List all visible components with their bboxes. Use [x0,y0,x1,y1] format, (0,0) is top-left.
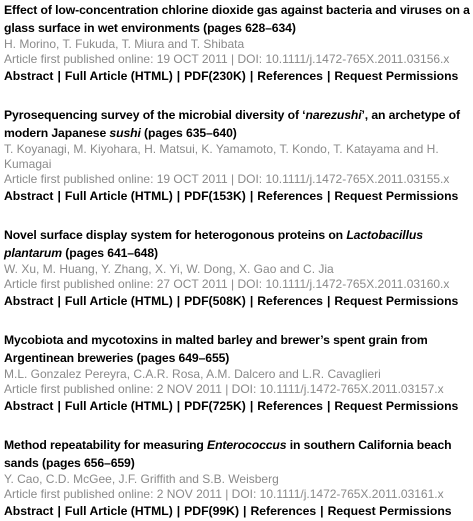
link-separator: | [326,69,331,83]
references-link[interactable]: References [257,294,323,308]
article-links [4,503,473,520]
link-separator: | [249,189,254,203]
pdf-link[interactable]: PDF(725K) [184,399,246,413]
references-link[interactable]: References [257,399,323,413]
article-title-part: Pyrosequencing survey of the microbial diversity of ‘ [4,108,306,122]
abstract-link[interactable]: Abstract [4,294,54,308]
references-link[interactable]: References [257,189,323,203]
article-links [4,188,473,205]
article-title[interactable] [4,107,473,142]
abstract-link[interactable]: Abstract [4,504,54,518]
request-permissions-link[interactable]: Request Permissions [334,189,459,203]
article-published-doi: Article first published online: 19 OCT 2011 | DOI: 10.1111/j.1472-765X.2011.03156.x [4,52,450,66]
article-published-doi: Article first published online: 27 OCT 2011 | DOI: 10.1111/j.1472-765X.2011.03160.x [4,277,450,291]
full-article-html-link[interactable]: Full Article (HTML) [64,294,173,308]
article-title-part: Mycobiota and mycotoxins in malted barley and brewer’s spent grain from Argentinean breweries (pages 649–655) [4,333,428,365]
pdf-link[interactable]: PDF(99K) [184,504,240,518]
request-permissions-link[interactable]: Request Permissions [334,294,459,308]
article-title-part: Enterococcus [207,438,287,452]
article-entry [4,2,473,85]
link-separator: | [249,294,254,308]
article-authors: Y. Cao, C.D. McGee, J.F. Griffith and S.B. Weisberg [4,472,279,486]
link-separator: | [176,294,181,308]
article-authors: M.L. Gonzalez Pereyra, C.A.R. Rosa, A.M. Dalcero and L.R. Cavaglieri [4,367,381,381]
article-title-part: in southern California beach sands (pages 656–659) [4,438,452,470]
link-separator: | [176,504,181,518]
link-separator: | [57,189,61,203]
link-separator: | [57,504,61,518]
article-title-part: Method repeatability for measuring [4,438,208,452]
article-authors: H. Morino, T. Fukuda, T. Miura and T. Shibata [4,37,245,51]
link-separator: | [176,189,181,203]
abstract-link[interactable]: Abstract [4,399,54,413]
request-permissions-link[interactable]: Request Permissions [327,504,452,518]
article-links [4,68,473,85]
references-link[interactable]: References [257,69,323,83]
article-published-doi: Article first published online: 2 NOV 2011 | DOI: 10.1111/j.1472-765X.2011.03157.x [4,382,444,396]
link-separator: | [57,294,61,308]
full-article-html-link[interactable]: Full Article (HTML) [64,504,173,518]
link-separator: | [57,399,61,413]
request-permissions-link[interactable]: Request Permissions [334,69,459,83]
article-entry [4,437,473,520]
link-separator: | [249,69,254,83]
article-title-part: Novel surface display system for heterogonous proteins on [4,228,347,242]
article-entry [4,107,473,205]
article-title-part: ’, an archetype of modern Japanese [4,108,460,140]
abstract-link[interactable]: Abstract [4,189,54,203]
article-links [4,398,473,415]
link-separator: | [57,69,61,83]
article-title-part: sushi [109,125,141,140]
article-title[interactable] [4,227,473,262]
link-separator: | [326,189,331,203]
article-title-part: (pages 635–640) [140,125,237,140]
article-title[interactable] [4,437,473,472]
link-separator: | [249,399,254,413]
article-title-part: Effect of low-concentration chlorine dioxide gas against bacteria and viruses on a glass surface in wet environments (pages 628–634) [4,3,470,35]
article-published-doi: Article first published online: 19 OCT 2011 | DOI: 10.1111/j.1472-765X.2011.03155.x [4,172,450,186]
article-title-part: (pages 641–648) [62,245,158,260]
pdf-link[interactable]: PDF(230K) [184,69,246,83]
article-title-part: narezushi [305,108,362,122]
article-links [4,293,473,310]
article-entry [4,332,473,415]
link-separator: | [243,504,247,518]
full-article-html-link[interactable]: Full Article (HTML) [64,399,173,413]
abstract-link[interactable]: Abstract [4,69,54,83]
article-authors: T. Koyanagi, M. Kiyohara, H. Matsui, K. Yamamoto, T. Kondo, T. Katayama and H. Kumagai [4,142,439,171]
article-published-doi: Article first published online: 2 NOV 2011 | DOI: 10.1111/j.1472-765X.2011.03161.x [4,487,444,501]
article-title-part: Lactobacillus plantarum [4,228,423,260]
link-separator: | [326,399,331,413]
pdf-link[interactable]: PDF(508K) [184,294,246,308]
link-separator: | [176,69,181,83]
link-separator: | [176,399,181,413]
full-article-html-link[interactable]: Full Article (HTML) [64,69,173,83]
link-separator: | [326,294,331,308]
article-authors: W. Xu, M. Huang, Y. Zhang, X. Yi, W. Dong, X. Gao and C. Jia [4,262,334,276]
article-title[interactable] [4,332,473,367]
link-separator: | [320,504,324,518]
references-link[interactable]: References [250,504,317,518]
request-permissions-link[interactable]: Request Permissions [334,399,459,413]
full-article-html-link[interactable]: Full Article (HTML) [64,189,173,203]
article-title[interactable] [4,2,473,37]
pdf-link[interactable]: PDF(153K) [184,189,246,203]
article-entry [4,227,473,310]
